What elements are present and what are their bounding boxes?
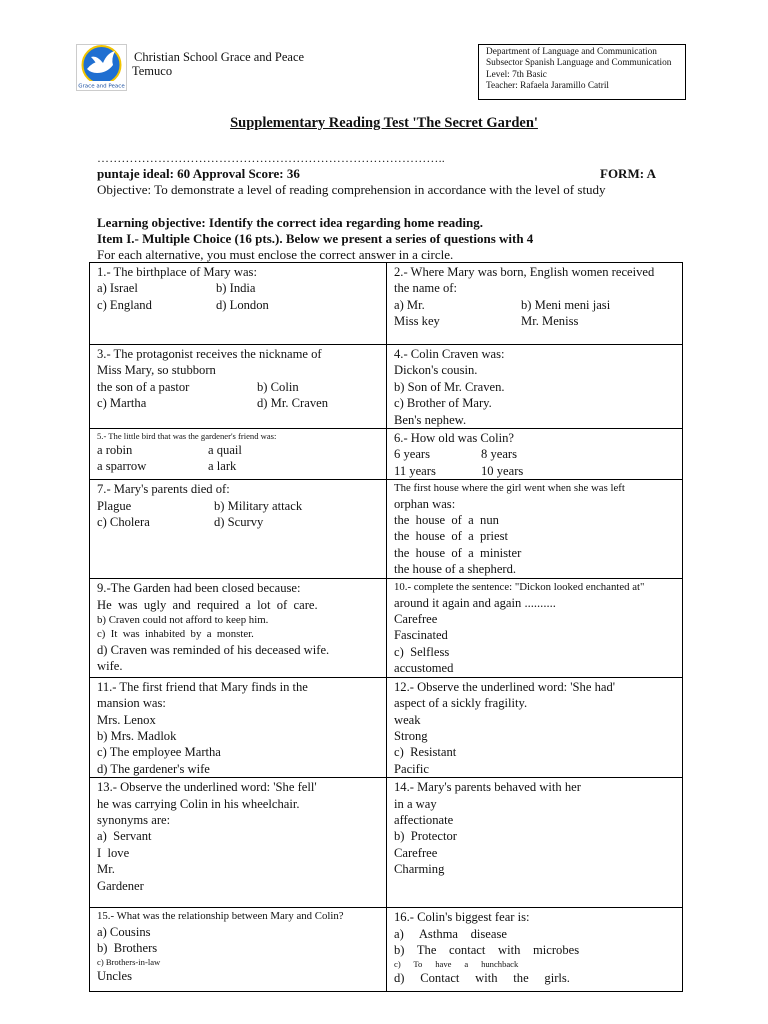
- svg-text:Grace and Peace: Grace and Peace: [78, 83, 125, 90]
- school-info: [134, 50, 304, 78]
- option-d[interactable]: 10 years: [481, 463, 524, 478]
- question-stem: 6.- How old was Colin?: [394, 431, 514, 446]
- option-b[interactable]: b) India: [216, 281, 256, 296]
- option-d[interactable]: Mr. Meniss: [521, 314, 579, 329]
- page-title: Supplementary Reading Test 'The Secret Garden': [230, 115, 538, 131]
- dept-line-3: Level: 7th Basic: [486, 69, 547, 80]
- question-stem: 11.- The first friend that Mary finds in the: [97, 679, 308, 694]
- option-a[interactable]: a) Israel: [97, 281, 138, 296]
- instruction-text: For each alternative, you must enclose the correct answer in a circle.: [97, 247, 454, 262]
- option-a[interactable]: a) Asthma disease: [394, 926, 507, 941]
- table-row: [90, 263, 683, 345]
- option-a[interactable]: Plague: [97, 498, 132, 513]
- question-stem: The first house where the girl went when she was left: [394, 482, 625, 495]
- question-stem: 7.- Mary's parents died of:: [97, 482, 230, 497]
- option-c[interactable]: c) Brothers-in-law: [97, 957, 161, 968]
- option-a[interactable]: the house of a nun: [394, 513, 499, 528]
- table-row: [90, 429, 683, 480]
- item-heading: Item I.- Multiple Choice (16 pts.). Below we present a series of questions with 4: [97, 231, 534, 246]
- school-logo: [76, 44, 127, 91]
- option-a[interactable]: 6 years: [394, 447, 431, 462]
- question-2: [387, 263, 683, 345]
- option-b[interactable]: Fascinated: [394, 628, 448, 643]
- option-a[interactable]: Mrs. Lenox: [97, 712, 156, 727]
- option-d-cont: wife.: [97, 659, 123, 674]
- option-c[interactable]: Miss key: [394, 314, 440, 329]
- option-c[interactable]: c) England: [97, 297, 152, 312]
- school-name: Christian School Grace and Peace: [134, 50, 305, 64]
- question-stem: 10.- complete the sentence: "Dickon looked enchanted at": [394, 581, 645, 594]
- table-row: [90, 778, 683, 908]
- question-9: [90, 579, 387, 677]
- option-d[interactable]: Charming: [394, 862, 445, 877]
- question-13: [90, 778, 387, 908]
- option-d[interactable]: a lark: [208, 459, 237, 474]
- option-b[interactable]: b) Son of Mr. Craven.: [394, 379, 505, 394]
- question-stem: 14.- Mary's parents behaved with her: [394, 780, 581, 795]
- option-a[interactable]: a robin: [97, 443, 133, 458]
- question-stem-cont: around it again and again ..........: [394, 595, 556, 610]
- option-c[interactable]: c) It was inhabited by a monster.: [97, 628, 254, 641]
- question-15: [90, 908, 387, 992]
- table-row: [90, 480, 683, 579]
- option-b[interactable]: b) Protector: [394, 829, 457, 844]
- question-12: [387, 677, 683, 777]
- option-c[interactable]: Mr.: [97, 862, 115, 877]
- option-d[interactable]: Uncles: [97, 969, 132, 984]
- option-c[interactable]: a sparrow: [97, 459, 147, 474]
- option-b[interactable]: b) Mrs. Madlok: [97, 728, 177, 743]
- question-3: [90, 345, 387, 429]
- option-b[interactable]: b) Colin: [257, 379, 299, 394]
- school-city: Temuco: [132, 64, 173, 78]
- question-stem: 15.- What was the relationship between Mary and Colin?: [97, 910, 344, 923]
- option-a[interactable]: Carefree: [394, 612, 438, 627]
- question-stem-cont: mansion was:: [97, 696, 166, 711]
- question-stem-cont: Miss Mary, so stubborn: [97, 363, 216, 378]
- option-a[interactable]: the son of a pastor: [97, 379, 190, 394]
- question-8: [387, 480, 683, 579]
- question-16: [387, 908, 683, 992]
- option-d[interactable]: d) The gardener's wife: [97, 761, 210, 776]
- option-b[interactable]: b) Craven could not afford to keep him.: [97, 614, 269, 627]
- form-label: FORM: A: [600, 166, 656, 181]
- question-stem-cont: in a way: [394, 796, 437, 811]
- question-stem: 3.- The protagonist receives the nickname of: [97, 347, 322, 361]
- option-d[interactable]: d) Contact with the girls.: [394, 971, 570, 986]
- option-c[interactable]: c) Resistant: [394, 745, 457, 760]
- objective-text: Objective: To demonstrate a level of reading comprehension in accordance with the level of study: [97, 182, 606, 197]
- learning-objective: Learning objective: Identify the correct idea regarding home reading.: [97, 215, 483, 230]
- option-c[interactable]: c) The employee Martha: [97, 745, 221, 760]
- question-stem-cont: orphan was:: [394, 496, 456, 511]
- option-b[interactable]: 8 years: [481, 447, 518, 462]
- dept-line-2: Subsector Spanish Language and Communication: [486, 58, 672, 69]
- table-row: [90, 345, 683, 429]
- option-b[interactable]: a quail: [208, 443, 242, 458]
- table-row: [90, 579, 683, 677]
- question-5: [90, 429, 387, 480]
- question-stem: 9.-The Garden had been closed because:: [97, 581, 301, 596]
- question-stem: 4.- Colin Craven was:: [394, 347, 505, 361]
- question-stem: 2.- Where Mary was born, English women received: [394, 265, 655, 279]
- option-b[interactable]: b) Brothers: [97, 940, 158, 955]
- question-stem-cont: the name of:: [394, 281, 457, 296]
- question-stem: 13.- Observe the underlined word: 'She fell': [97, 780, 317, 795]
- option-d[interactable]: d) Craven was reminded of his deceased wife.: [97, 642, 330, 657]
- option-a[interactable]: a) Cousins: [97, 924, 151, 939]
- option-b[interactable]: Strong: [394, 728, 428, 743]
- question-10: [387, 579, 683, 677]
- question-stem: 12.- Observe the underlined word: 'She had': [394, 679, 616, 694]
- option-b[interactable]: I love: [97, 845, 130, 860]
- option-d[interactable]: the house of a shepherd.: [394, 562, 517, 577]
- option-d[interactable]: Pacific: [394, 761, 429, 776]
- option-c[interactable]: Carefree: [394, 845, 438, 860]
- question-7: [90, 480, 387, 579]
- question-1: [90, 263, 387, 345]
- option-a[interactable]: a) Mr.: [394, 297, 425, 312]
- option-d[interactable]: d) London: [216, 297, 269, 312]
- question-stem-cont: aspect of a sickly fragility.: [394, 696, 528, 711]
- question-stem: 16.- Colin's biggest fear is:: [394, 910, 530, 925]
- option-a[interactable]: affectionate: [394, 812, 454, 827]
- dove-logo-icon: [77, 45, 126, 90]
- question-stem-cont: synonyms are:: [97, 812, 171, 827]
- option-d[interactable]: d) Scurvy: [214, 515, 264, 530]
- question-11: [90, 677, 387, 777]
- question-stem-cont: he was carrying Colin in his wheelchair.: [97, 796, 300, 811]
- option-c[interactable]: c) To have a hunchback: [394, 959, 519, 970]
- question-stem: 5.- The little bird that was the gardener's friend was:: [97, 431, 277, 442]
- option-d[interactable]: d) Mr. Craven: [257, 396, 328, 411]
- option-a[interactable]: Dickon's cousin.: [394, 363, 478, 378]
- score-line: puntaje ideal: 60 Approval Score: 36: [97, 166, 300, 181]
- question-6: [387, 429, 683, 480]
- option-a[interactable]: a) Servant: [97, 829, 152, 844]
- option-b[interactable]: b) Meni meni jasi: [521, 297, 611, 312]
- name-line: …………………………………………………………………………..: [97, 151, 445, 165]
- table-row: [90, 677, 683, 777]
- question-4: [387, 345, 683, 429]
- dept-line-4: Teacher: Rafaela Jaramillo Catril: [486, 81, 609, 92]
- option-c[interactable]: c) Selfless: [394, 644, 450, 659]
- table-row: [90, 908, 683, 992]
- questions-table: [89, 262, 683, 992]
- option-a[interactable]: weak: [394, 712, 421, 727]
- option-b[interactable]: b) The contact with microbes: [394, 942, 580, 957]
- option-c[interactable]: 11 years: [394, 463, 436, 478]
- question-stem: 1.- The birthplace of Mary was:: [97, 265, 257, 279]
- option-b[interactable]: the house of a priest: [394, 529, 509, 544]
- option-d[interactable]: Ben's nephew.: [394, 412, 467, 427]
- option-c[interactable]: c) Martha: [97, 396, 147, 411]
- option-a[interactable]: He was ugly and required a lot of care.: [97, 597, 318, 612]
- dept-line-1: Department of Language and Communication: [486, 47, 657, 57]
- option-b[interactable]: b) Military attack: [214, 498, 303, 513]
- question-14: [387, 778, 683, 908]
- option-c[interactable]: the house of a minister: [394, 545, 522, 560]
- option-c[interactable]: c) Brother of Mary.: [394, 396, 492, 411]
- department-box: [478, 44, 686, 100]
- option-c[interactable]: c) Cholera: [97, 515, 150, 530]
- option-d[interactable]: Gardener: [97, 878, 144, 893]
- option-d[interactable]: accustomed: [394, 661, 454, 676]
